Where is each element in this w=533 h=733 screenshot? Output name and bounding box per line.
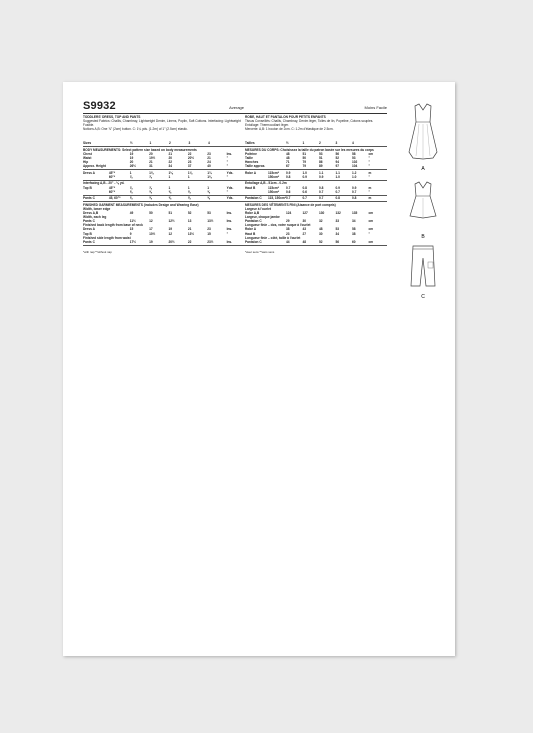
cell-value: 15 xyxy=(207,231,211,236)
cell-value: ⅞ xyxy=(149,185,152,190)
table-row xyxy=(245,141,387,145)
fabric-width: 115cm* xyxy=(268,170,279,175)
cell-value: 0.6 xyxy=(302,189,307,194)
cell-value: 23 xyxy=(187,160,192,165)
row-label: Pantalon C xyxy=(245,219,262,224)
divider xyxy=(245,113,387,114)
group-heading: Finished back length from base of neck xyxy=(83,223,143,228)
row-label xyxy=(245,175,268,179)
unit: " xyxy=(226,231,229,236)
cell-value: 48 xyxy=(302,239,307,244)
cell-value: 132 xyxy=(335,210,341,215)
cell-value: 29 xyxy=(286,219,290,224)
cell-value: 3 xyxy=(188,141,191,146)
unit: " xyxy=(226,164,229,169)
cell-value: 21 xyxy=(149,160,153,165)
cell-value: 94 xyxy=(335,160,340,165)
cell-value: ⅝ xyxy=(187,189,191,194)
notions: Notions A,B: One ⅞" (2cm) button. C: 1¼ yds. (1.2m) of 1" (2.5cm) elastic. xyxy=(83,127,188,132)
cell-value: 0.8 xyxy=(335,196,340,201)
table-row xyxy=(245,196,387,200)
cell-value: 0.7 xyxy=(335,189,340,194)
cell-value: 53 xyxy=(319,151,323,156)
section-heading: FINISHED GARMENT MEASUREMENTS (includes Design and Wearing Ease) xyxy=(83,202,199,207)
cell-value: 1⅛ xyxy=(168,170,173,175)
cell-value: 1.1 xyxy=(319,170,324,175)
table-row xyxy=(83,240,246,244)
unit: " xyxy=(368,189,371,194)
cell-value: 1 xyxy=(168,185,171,190)
cell-value: 58 xyxy=(352,151,356,156)
unit: cm xyxy=(368,239,374,244)
cell-value: 0.8 xyxy=(286,175,291,180)
skill-level-fr: Moins Facile xyxy=(364,105,387,110)
cell-value: 38 xyxy=(352,231,356,236)
group-heading: Largeur, chaque jambe xyxy=(245,214,280,219)
unit: Yds. xyxy=(226,196,234,201)
unit: " xyxy=(226,189,229,194)
cell-value: 23 xyxy=(286,231,290,236)
cell-value: ⅝ xyxy=(149,189,152,194)
cell-value: 52 xyxy=(319,239,323,244)
cell-value: 53 xyxy=(207,210,211,215)
cell-value: 0.8 xyxy=(319,185,324,190)
cell-value: 102 xyxy=(352,160,358,165)
cell-value: 130 xyxy=(319,210,325,215)
section-heading: MESURES DU CORPS: Choisissez la taille du patron basée sur les mesures du corps xyxy=(245,147,374,152)
view-letter: A xyxy=(421,166,425,172)
unit: cm xyxy=(368,151,374,156)
fabric-width xyxy=(268,164,286,168)
skill-level: Average xyxy=(229,105,244,110)
cell-value: 20 xyxy=(129,160,134,165)
dress-sketch-icon xyxy=(403,102,443,172)
row-label: Approx. Height xyxy=(83,164,106,169)
section-heading: MESURES DES VÊTEMENTS FINI (Aisance de port compris) xyxy=(245,202,336,207)
unit: " xyxy=(226,175,229,180)
cell-value: ⅞ xyxy=(149,175,152,180)
cell-value: 1 xyxy=(149,141,152,146)
cell-value: 23½ xyxy=(207,239,214,244)
cell-value: 1 xyxy=(187,185,190,190)
row-label: Pants C xyxy=(83,239,95,244)
fabric-width: 60"* xyxy=(108,189,116,194)
cell-value: 21 xyxy=(168,151,173,156)
cell-value: 13½ xyxy=(207,219,214,224)
cell-value: 89 xyxy=(319,164,323,169)
divider xyxy=(83,245,246,246)
cell-value: 71 xyxy=(286,160,290,165)
cell-value: ⅝ xyxy=(129,189,133,194)
cell-value: 37 xyxy=(187,164,192,169)
cell-value: 21 xyxy=(187,227,192,232)
table-row xyxy=(83,190,246,194)
cell-value: 52 xyxy=(187,210,192,215)
cell-value: 4 xyxy=(208,141,210,146)
cell-value: 34 xyxy=(335,231,340,236)
fabric-width xyxy=(109,164,130,168)
cell-value: 27 xyxy=(302,231,307,236)
row-label: Pants C xyxy=(83,196,95,201)
cell-value: 50 xyxy=(149,210,153,215)
fabric-width xyxy=(109,141,130,145)
table-row xyxy=(83,196,246,200)
row-label: Taille xyxy=(245,156,253,161)
divider xyxy=(83,113,246,114)
cell-value: 0.9 xyxy=(286,170,291,175)
cell-value: 9 xyxy=(129,231,132,236)
cell-value: ½ xyxy=(286,141,289,146)
footnote-fr: *avec sens **sans sens xyxy=(245,249,275,254)
row-label: Top B xyxy=(83,185,92,190)
suggested-fabrics-fr: Tissus Conseillés: Challis, Chambray, Denim léger, Toiles de lin, Popeline, Cotons souples. Entoilage: Thermocollant léger. xyxy=(245,119,374,128)
row-label: Chest xyxy=(83,151,92,156)
cell-value: 19 xyxy=(129,156,134,161)
row-label: Dress A,B xyxy=(83,210,99,215)
cell-value: 1 xyxy=(187,175,190,180)
cell-value: ⅝ xyxy=(207,196,210,201)
unit: " xyxy=(368,175,371,180)
group-heading: Width, each leg xyxy=(83,214,107,219)
row-label: Robe A xyxy=(245,170,257,175)
cell-value: 19 xyxy=(129,151,134,156)
row-label: Robe A xyxy=(245,227,257,232)
row-label: Robe A,B xyxy=(245,210,260,215)
row-label: Hanches xyxy=(245,160,259,165)
cell-value: 30 xyxy=(319,231,323,236)
cell-value: 0.7 xyxy=(352,189,357,194)
cell-value: 49 xyxy=(129,210,134,215)
cell-value: 20½ xyxy=(187,156,195,161)
row-label: Taille approx. xyxy=(245,164,266,169)
unit: Ins. xyxy=(226,151,233,156)
cell-value: ⅝ xyxy=(168,196,172,201)
fabric-width: 60"* xyxy=(108,175,116,180)
cell-value: 22 xyxy=(187,239,192,244)
unit: Yds. xyxy=(226,170,234,175)
cell-value: 20½ xyxy=(168,239,175,244)
cell-value: 79 xyxy=(302,160,307,165)
unit: " xyxy=(368,231,371,236)
row-label: Pantalon C xyxy=(245,196,262,201)
french-column xyxy=(245,101,387,254)
unit: " xyxy=(368,164,371,169)
cell-value: 0.7 xyxy=(319,196,324,201)
table-row xyxy=(83,175,246,179)
cell-value: 17½ xyxy=(129,239,136,244)
cell-value: 15 xyxy=(129,227,134,232)
unit: Ins. xyxy=(226,227,233,232)
cell-value: 2 xyxy=(169,141,171,146)
table-row xyxy=(83,164,246,168)
cell-value: 13½ xyxy=(187,231,195,236)
row-label: Pants C xyxy=(83,219,95,224)
fabric-width: 45"* xyxy=(108,185,116,190)
cell-value: 0.7 xyxy=(302,196,307,201)
cell-value: 23 xyxy=(207,151,211,156)
cell-value: 52 xyxy=(335,156,340,161)
cell-value: 12½ xyxy=(168,219,175,224)
cell-value: 30 xyxy=(302,219,307,224)
cell-value: 12 xyxy=(149,219,153,224)
cell-value: 1.1 xyxy=(335,170,340,175)
fabric-width: 150cm* xyxy=(268,189,280,194)
cell-value: 24 xyxy=(207,160,211,165)
row-label xyxy=(245,190,268,194)
fabric-width xyxy=(109,211,130,215)
cell-value: 48 xyxy=(319,227,323,232)
cell-value: ⅞ xyxy=(129,185,133,190)
row-label xyxy=(83,175,109,179)
cell-value: 53 xyxy=(352,156,356,161)
row-label: Haut B xyxy=(245,231,256,236)
group-heading: Largeur à l'ourlet xyxy=(245,206,271,211)
cell-value: 58 xyxy=(352,227,356,232)
cell-value: 1.0 xyxy=(352,175,357,180)
row-label: Waist xyxy=(83,156,92,161)
cell-value: ⅞ xyxy=(129,175,133,180)
cell-value: 33 xyxy=(335,219,340,224)
cell-value: 48 xyxy=(286,151,290,156)
footnote: *with nap **without nap xyxy=(83,249,112,254)
cell-value: 127 xyxy=(302,210,308,215)
cell-value: 11½ xyxy=(129,219,136,224)
top-sketch-icon xyxy=(403,180,443,242)
table-row xyxy=(83,211,246,215)
cell-value: 38 xyxy=(286,227,290,232)
unit: Ins. xyxy=(226,219,233,224)
unit: m xyxy=(368,196,372,201)
cell-value: 1.0 xyxy=(335,175,340,180)
cell-value: 0.8 xyxy=(352,196,357,201)
cell-value: 31 xyxy=(149,164,153,169)
unit: m xyxy=(368,185,372,190)
cell-value: ⅝ xyxy=(149,196,152,201)
size-chart xyxy=(83,141,246,245)
cell-value: 1⅛ xyxy=(149,170,154,175)
garment-title: TODDLERS' DRESS, TOP AND PANTS xyxy=(83,115,141,119)
cell-value: 19 xyxy=(149,239,153,244)
suggested-fabrics: Suggested Fabrics: Challis, Chambray, Lightweight Denim, Linens, Poplin, Soft Cottons. Interfacing: Lightweight Fusible. xyxy=(83,119,241,128)
unit: " xyxy=(368,160,371,165)
cell-value: 51 xyxy=(168,210,173,215)
english-column xyxy=(83,101,246,254)
row-label: Haut B xyxy=(245,185,256,190)
cell-value: 1.2 xyxy=(352,170,357,175)
cell-value: 1⅛ xyxy=(187,170,193,175)
cell-value: 135 xyxy=(352,210,358,215)
cell-value: 26½ xyxy=(129,164,136,169)
cell-value: 1⅛ xyxy=(207,175,212,180)
cell-value: 0.9 xyxy=(319,175,324,180)
pants-sketch-icon xyxy=(403,242,443,302)
fabric-width xyxy=(268,240,286,244)
unit: cm xyxy=(368,210,374,215)
row-label: Pantalon C xyxy=(245,239,262,244)
view-letter: C xyxy=(421,294,425,300)
cell-value: 0.9 xyxy=(335,185,340,190)
fabric-width xyxy=(268,141,286,145)
interfacing-heading: Interfacing A,B - 20" - ⅛ yd. xyxy=(83,181,125,186)
fabric-width: 115, 150cm* xyxy=(268,196,287,201)
cell-value: ⅝ xyxy=(129,196,133,201)
cell-value: 3 xyxy=(335,141,338,146)
table-row xyxy=(245,190,387,194)
unit: " xyxy=(226,156,229,161)
unit: " xyxy=(368,156,371,161)
cell-value: 67 xyxy=(286,164,290,169)
row-label: Tailles xyxy=(245,141,255,146)
divider xyxy=(245,245,387,246)
row-label: Dress A xyxy=(83,227,95,232)
cell-value: 22 xyxy=(168,160,173,165)
table-row xyxy=(245,164,387,168)
fabric-width: 45, 60"* xyxy=(108,196,121,201)
cell-value: 1.0 xyxy=(302,170,307,175)
cell-value: ½ xyxy=(130,141,133,146)
group-heading: Longueur finie – côté, taille à l'ourlet xyxy=(245,235,301,240)
fabric-width xyxy=(109,240,130,244)
cell-value: ⅝ xyxy=(187,196,191,201)
cell-value: 22 xyxy=(187,151,192,156)
cell-value: 34 xyxy=(352,219,356,224)
garment-title-fr: ROBE, HAUT ET PANTALON POUR PETITS ENFANTS xyxy=(245,115,326,119)
size-chart-fr xyxy=(245,141,387,245)
cell-value: 44 xyxy=(286,239,290,244)
row-label: Top B xyxy=(83,231,92,236)
unit: Ins. xyxy=(226,210,233,215)
cell-value: 1 xyxy=(129,170,132,175)
cell-value: 48 xyxy=(286,156,290,161)
row-label: Hip xyxy=(83,160,89,165)
cell-value: 51 xyxy=(319,156,323,161)
cell-value: 0.7 xyxy=(319,189,324,194)
cell-value: 23 xyxy=(207,227,211,232)
cell-value: 56 xyxy=(335,239,340,244)
fabric-width: 150cm* xyxy=(268,175,280,180)
unit: Ins. xyxy=(226,239,233,244)
cell-value: 20 xyxy=(168,156,173,161)
row-label xyxy=(83,190,109,194)
cell-value: 12 xyxy=(168,231,173,236)
cell-value: 34 xyxy=(168,164,173,169)
pattern-envelope-back xyxy=(63,82,455,656)
cell-value: 1 xyxy=(302,141,305,146)
cell-value: 97 xyxy=(335,164,340,169)
cell-value: 51 xyxy=(302,151,307,156)
cell-value: 0.9 xyxy=(302,175,307,180)
cell-value: 19 xyxy=(168,227,173,232)
cell-value: 19½ xyxy=(149,156,156,161)
group-heading: Width, lower edge xyxy=(83,206,111,211)
row-label: Poitrine xyxy=(245,151,257,156)
interfacing-heading: Entoilage A,B - 51cm - 0.2m xyxy=(245,181,287,186)
cell-value: 13 xyxy=(187,219,192,224)
cell-value: 0.6 xyxy=(286,189,291,194)
cell-value: 1¼ xyxy=(207,170,212,175)
cell-value: 21 xyxy=(207,156,211,161)
unit: m xyxy=(368,170,372,175)
table-row xyxy=(245,175,387,179)
cell-value: 0.9 xyxy=(352,185,357,190)
fabric-width: 45"* xyxy=(108,170,116,175)
cell-value: 104 xyxy=(352,164,358,169)
cell-value: 20 xyxy=(149,151,153,156)
cell-value: 86 xyxy=(319,160,323,165)
cell-value: 53 xyxy=(335,227,340,232)
cell-value: 1 xyxy=(168,175,171,180)
cell-value: 40 xyxy=(207,164,211,169)
notions-fr: Mercerie: A,B: 1 bouton de 2cm. C: 1.2m d'élastique de 2.5cm. xyxy=(245,127,334,132)
cell-value: 43 xyxy=(302,227,307,232)
pattern-number: S9932 xyxy=(83,100,116,112)
row-label: Dress A xyxy=(83,170,95,175)
unit: Yds. xyxy=(226,185,234,190)
cell-value: 0.8 xyxy=(302,185,307,190)
cell-value: 2 xyxy=(319,141,321,146)
cell-value: 0.7 xyxy=(286,185,291,190)
cell-value: ⅝ xyxy=(168,189,172,194)
cell-value: 50 xyxy=(302,156,307,161)
unit: " xyxy=(226,160,229,165)
cell-value: 4 xyxy=(352,141,354,146)
cell-value: 10½ xyxy=(149,231,156,236)
cell-value: 17 xyxy=(149,227,153,232)
row-label: Sizes xyxy=(83,141,92,146)
unit: cm xyxy=(368,227,374,232)
cell-value: 0.7 xyxy=(286,196,291,201)
cell-value: 60 xyxy=(352,239,356,244)
table-row xyxy=(83,141,246,145)
cell-value: 124 xyxy=(286,210,292,215)
cell-value: 1 xyxy=(207,185,209,190)
unit: cm xyxy=(368,219,374,224)
group-heading: Longueur finie – dos, votre nuque à l'ourlet xyxy=(245,223,311,228)
cell-value: 79 xyxy=(302,164,307,169)
cell-value: ⅝ xyxy=(207,189,210,194)
table-row xyxy=(245,240,387,244)
section-heading: BODY MEASUREMENTS: Select pattern size based on body measurements xyxy=(83,147,197,152)
cell-value: 56 xyxy=(335,151,340,156)
group-heading: Finished side length from waist xyxy=(83,235,131,240)
view-letter: B xyxy=(421,234,425,240)
cell-value: 32 xyxy=(319,219,323,224)
fabric-width: 115cm* xyxy=(268,185,279,190)
